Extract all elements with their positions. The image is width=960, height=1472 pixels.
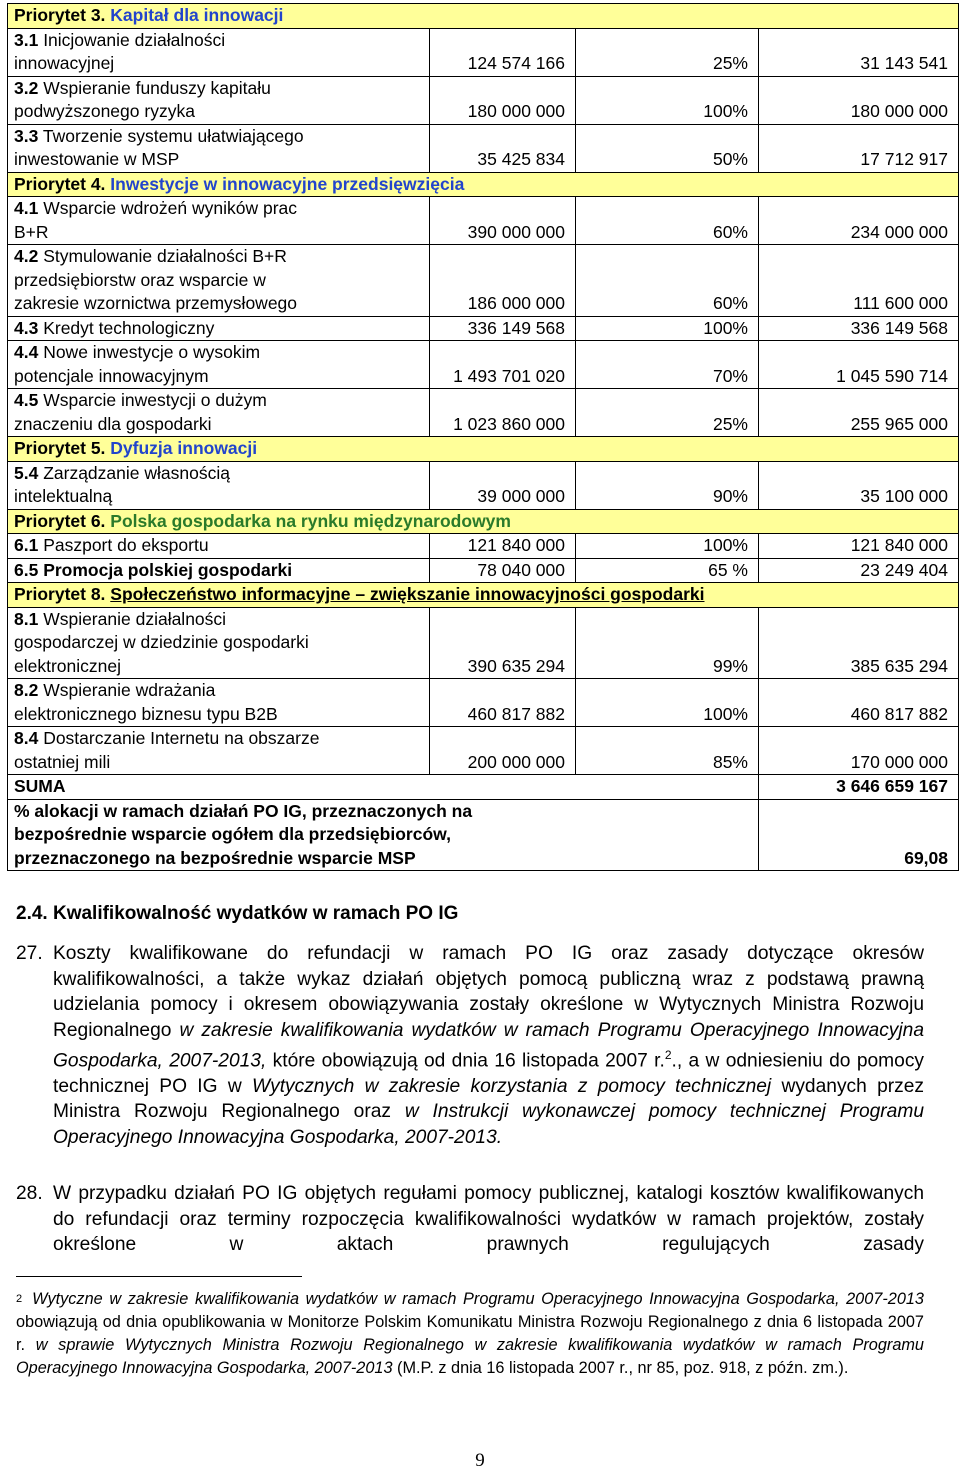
measure-code: 4.2 — [14, 246, 39, 266]
measure-label-line: zakresie wzornictwa przemysłowego — [14, 293, 298, 313]
measure-label-line: elektronicznej — [14, 655, 121, 676]
percent-cell: 60% — [576, 245, 759, 317]
allocation-table-body — [8, 4, 959, 871]
percent-cell: 50% — [576, 124, 759, 172]
msp-share-label — [8, 799, 759, 871]
percent-cell: 70% — [576, 341, 759, 389]
measure-cell — [8, 461, 430, 509]
priority-number: Priorytet 3. — [14, 5, 111, 25]
priority-row — [8, 583, 959, 608]
priority-number: Priorytet 8. — [14, 584, 111, 604]
measure-cell — [8, 28, 430, 76]
measure-label-line: Wsparcie inwestycji o dużym — [38, 390, 267, 410]
table-row — [8, 534, 959, 559]
amount-cell: 1 023 860 000 — [430, 389, 576, 437]
table-row — [8, 76, 959, 124]
priority-row — [8, 509, 959, 534]
measure-label-line: ostatniej mili — [14, 751, 111, 772]
percent-cell: 100% — [576, 534, 759, 559]
priority-title: Polska gospodarka na rynku międzynarodowym — [110, 510, 511, 531]
table-row — [8, 679, 959, 727]
paragraph-27 — [16, 941, 924, 1150]
table-row — [8, 341, 959, 389]
amount-cell: 78 040 000 — [430, 558, 576, 583]
percent-cell: 90% — [576, 461, 759, 509]
measure-code: 3.3 — [14, 125, 39, 146]
measure-cell — [8, 727, 430, 775]
percent-cell: 60% — [576, 197, 759, 245]
allocation-table — [7, 3, 959, 871]
table-row — [8, 245, 959, 317]
result-cell: 234 000 000 — [759, 197, 959, 245]
paragraph-number: 28. — [16, 1183, 43, 1204]
measure-label-line: gospodarczej w dziedzinie gospodarki — [14, 632, 309, 652]
measure-label-line: elektronicznego biznesu typu B2B — [14, 703, 278, 724]
result-cell: 385 635 294 — [759, 607, 959, 679]
measure-cell — [8, 245, 430, 317]
table-row — [8, 124, 959, 172]
measure-cell — [8, 197, 430, 245]
measure-code: 4.3 — [14, 317, 39, 338]
measure-cell — [8, 316, 430, 341]
sum-value: 3 646 659 167 — [759, 775, 959, 800]
amount-cell: 35 425 834 — [430, 124, 576, 172]
measure-cell — [8, 534, 430, 559]
percent-cell: 100% — [576, 679, 759, 727]
amount-cell: 124 574 166 — [430, 28, 576, 76]
measure-label-line: Wspieranie funduszy kapitału — [38, 77, 271, 98]
measure-code: 3.2 — [14, 77, 39, 98]
footnote-separator — [16, 1276, 302, 1277]
percent-cell: 65 % — [576, 558, 759, 583]
paragraph-text: Koszty kwalifikowane do refundacji w ramach PO IG oraz zasady dotyczące okresów kwalifikowalności, a także wykaz działań objętych pomocą publiczną wraz z podstawą prawną udzielania pomocy i okresem obowiązywania zostały określone w Wytycznych Ministra Rozwoju Regionalnego w zakresie kwalifikowania wydatków w ramach Programu Operacyjnego Innowacyjna Gospodarka, 2007-2013, które obowiązują od dnia 16 listopada 2007 r.$^2$., a w odniesieniu do pomocy technicznej PO IG w Wytycznych w zakresie korzystania z pomocy technicznej wydanych przez Ministra Rozwoju Regionalnego oraz w Instrukcji wykonawczej pomocy technicznej Programu Operacyjnego Innowacyjna Gospodarka, 2007-2013. — [53, 943, 925, 1148]
msp-share-row — [8, 799, 959, 871]
priority-cell — [8, 4, 959, 29]
priority-row — [8, 437, 959, 462]
result-cell: 336 149 568 — [759, 316, 959, 341]
measure-label-line: inwestowanie w MSP — [14, 149, 180, 169]
table-row — [8, 316, 959, 341]
amount-cell: 390 000 000 — [430, 197, 576, 245]
msp-share-label-line: % alokacji w ramach działań PO IG, przeznaczonych na — [14, 800, 473, 821]
percent-cell: 25% — [576, 28, 759, 76]
result-cell: 1 045 590 714 — [759, 341, 959, 389]
priority-row — [8, 172, 959, 197]
amount-cell: 460 817 882 — [430, 679, 576, 727]
measure-cell — [8, 679, 430, 727]
msp-share-label-line: bezpośrednie wsparcie ogółem dla przedsiębiorców, — [14, 824, 451, 844]
measure-code: 6.1 — [14, 535, 39, 555]
page-number: 9 — [475, 1450, 485, 1471]
table-row — [8, 461, 959, 509]
measure-label-line: B+R — [14, 221, 49, 242]
paragraph-text: W przypadku działań PO IG objętych regułami pomocy publicznej, katalogi kosztów kwalifikowanych do refundacji oraz terminy rozpoczęcia kwalifikowalności wydatków w ramach projektów, zostały określone w aktach prawnych regulujących zasady — [53, 1183, 924, 1255]
measure-label-line: Dostarczanie Internetu na obszarze — [38, 728, 320, 748]
table-row — [8, 389, 959, 437]
percent-cell: 25% — [576, 389, 759, 437]
measure-label-line: innowacyjnej — [14, 53, 115, 73]
measure-label-line: Wsparcie wdrożeń wyników prac — [38, 198, 298, 218]
amount-cell: 200 000 000 — [430, 727, 576, 775]
result-cell: 170 000 000 — [759, 727, 959, 775]
amount-cell: 121 840 000 — [430, 534, 576, 559]
measure-label-line: intelektualną — [14, 486, 113, 506]
msp-share-value: 69,08 — [759, 799, 959, 871]
measure-label-line: Promocja polskiej gospodarki — [38, 559, 293, 580]
measure-label-line: potencjale innowacyjnym — [14, 365, 209, 386]
priority-title: Dyfuzja innowacji — [110, 438, 258, 458]
priority-cell — [8, 172, 959, 197]
measure-code: 6.5 — [14, 559, 39, 580]
percent-cell: 85% — [576, 727, 759, 775]
footnote-number: 2 — [16, 1293, 23, 1305]
result-cell: 111 600 000 — [759, 245, 959, 317]
result-cell: 180 000 000 — [759, 76, 959, 124]
result-cell: 460 817 882 — [759, 679, 959, 727]
measure-cell — [8, 76, 430, 124]
priority-number: Priorytet 5. — [14, 438, 111, 458]
result-cell: 255 965 000 — [759, 389, 959, 437]
measure-code: 4.1 — [14, 198, 39, 218]
priority-title: Kapitał dla innowacji — [110, 5, 284, 25]
priority-number: Priorytet 6. — [14, 510, 111, 531]
percent-cell: 100% — [576, 316, 759, 341]
measure-label-line: Zarządzanie własnością — [38, 462, 230, 483]
percent-cell: 100% — [576, 76, 759, 124]
measure-code: 4.5 — [14, 390, 39, 410]
table-row — [8, 197, 959, 245]
measure-label-line: podwyższonego ryzyka — [14, 101, 195, 121]
measure-cell — [8, 607, 430, 679]
table-row — [8, 727, 959, 775]
msp-share-label-line: przeznaczonego na bezpośrednie wsparcie MSP — [14, 847, 416, 868]
measure-label-line: Paszport do eksportu — [38, 535, 209, 555]
percent-cell: 99% — [576, 607, 759, 679]
measure-label-line: Inicjowanie działalności — [38, 29, 226, 50]
paragraph-28 — [16, 1181, 924, 1258]
measure-label-line: Wspieranie działalności — [38, 608, 227, 629]
amount-cell: 390 635 294 — [430, 607, 576, 679]
table-row — [8, 28, 959, 76]
measure-code: 8.1 — [14, 608, 39, 629]
measure-label-line: Wspieranie wdrażania — [38, 680, 216, 700]
sum-row — [8, 775, 959, 800]
amount-cell: 336 149 568 — [430, 316, 576, 341]
priority-cell — [8, 509, 959, 534]
measure-label-line: Tworzenie systemu ułatwiającego — [38, 125, 304, 146]
measure-cell — [8, 341, 430, 389]
priority-cell — [8, 583, 959, 608]
amount-cell: 39 000 000 — [430, 461, 576, 509]
priority-title: Społeczeństwo informacyjne – zwiększanie innowacyjności gospodarki — [110, 584, 705, 604]
measure-label-line: Stymulowanie działalności B+R — [38, 246, 287, 266]
measure-label-line: Kredyt technologiczny — [38, 317, 215, 338]
measure-code: 3.1 — [14, 29, 39, 50]
measure-label-line: znaczeniu dla gospodarki — [14, 413, 212, 434]
table-row — [8, 607, 959, 679]
priority-row — [8, 4, 959, 29]
measure-label-line: Nowe inwestycje o wysokim — [38, 342, 261, 362]
sum-label: SUMA — [8, 775, 759, 800]
measure-code: 5.4 — [14, 462, 39, 483]
result-cell: 17 712 917 — [759, 124, 959, 172]
amount-cell: 1 493 701 020 — [430, 341, 576, 389]
section-heading: 2.4. Kwalifikowalność wydatków w ramach PO IG — [16, 903, 459, 924]
result-cell: 23 249 404 — [759, 558, 959, 583]
table-row — [8, 558, 959, 583]
amount-cell: 180 000 000 — [430, 76, 576, 124]
priority-title: Inwestycje w innowacyjne przedsięwzięcia — [110, 173, 465, 194]
measure-cell — [8, 389, 430, 437]
footnote-ref: 2 — [664, 1048, 672, 1062]
result-cell: 121 840 000 — [759, 534, 959, 559]
priority-cell — [8, 437, 959, 462]
result-cell: 35 100 000 — [759, 461, 959, 509]
measure-label-line: przedsiębiorstw oraz wsparcie w — [14, 269, 266, 290]
result-cell: 31 143 541 — [759, 28, 959, 76]
measure-code: 8.2 — [14, 680, 39, 700]
priority-number: Priorytet 4. — [14, 173, 111, 194]
measure-code: 4.4 — [14, 342, 39, 362]
measure-cell — [8, 558, 430, 583]
amount-cell: 186 000 000 — [430, 245, 576, 317]
measure-code: 8.4 — [14, 728, 39, 748]
footnote: $^2$ Wytyczne w zakresie kwalifikowania wydatków w ramach Programu Operacyjnego Innowacyjna Gospodarka, 2007-2013 obowiązują od dnia opublikowania w Monitorze Polskim Komunikatu Ministra Rozwoju Regionalnego z dnia 6 listopada 2007 r. w sprawie Wytycznych Ministra Rozwoju Regionalnego w zakresie kwalifikowania wydatków w ramach Programu Operacyjnego Innowacyjna Gospodarka, 2007-2013 (M.P. z dnia 16 listopada 2007 r., nr 85, poz. 918, z późn. zm.). — [16, 1290, 924, 1377]
measure-cell — [8, 124, 430, 172]
paragraph-number: 27. — [16, 943, 43, 964]
